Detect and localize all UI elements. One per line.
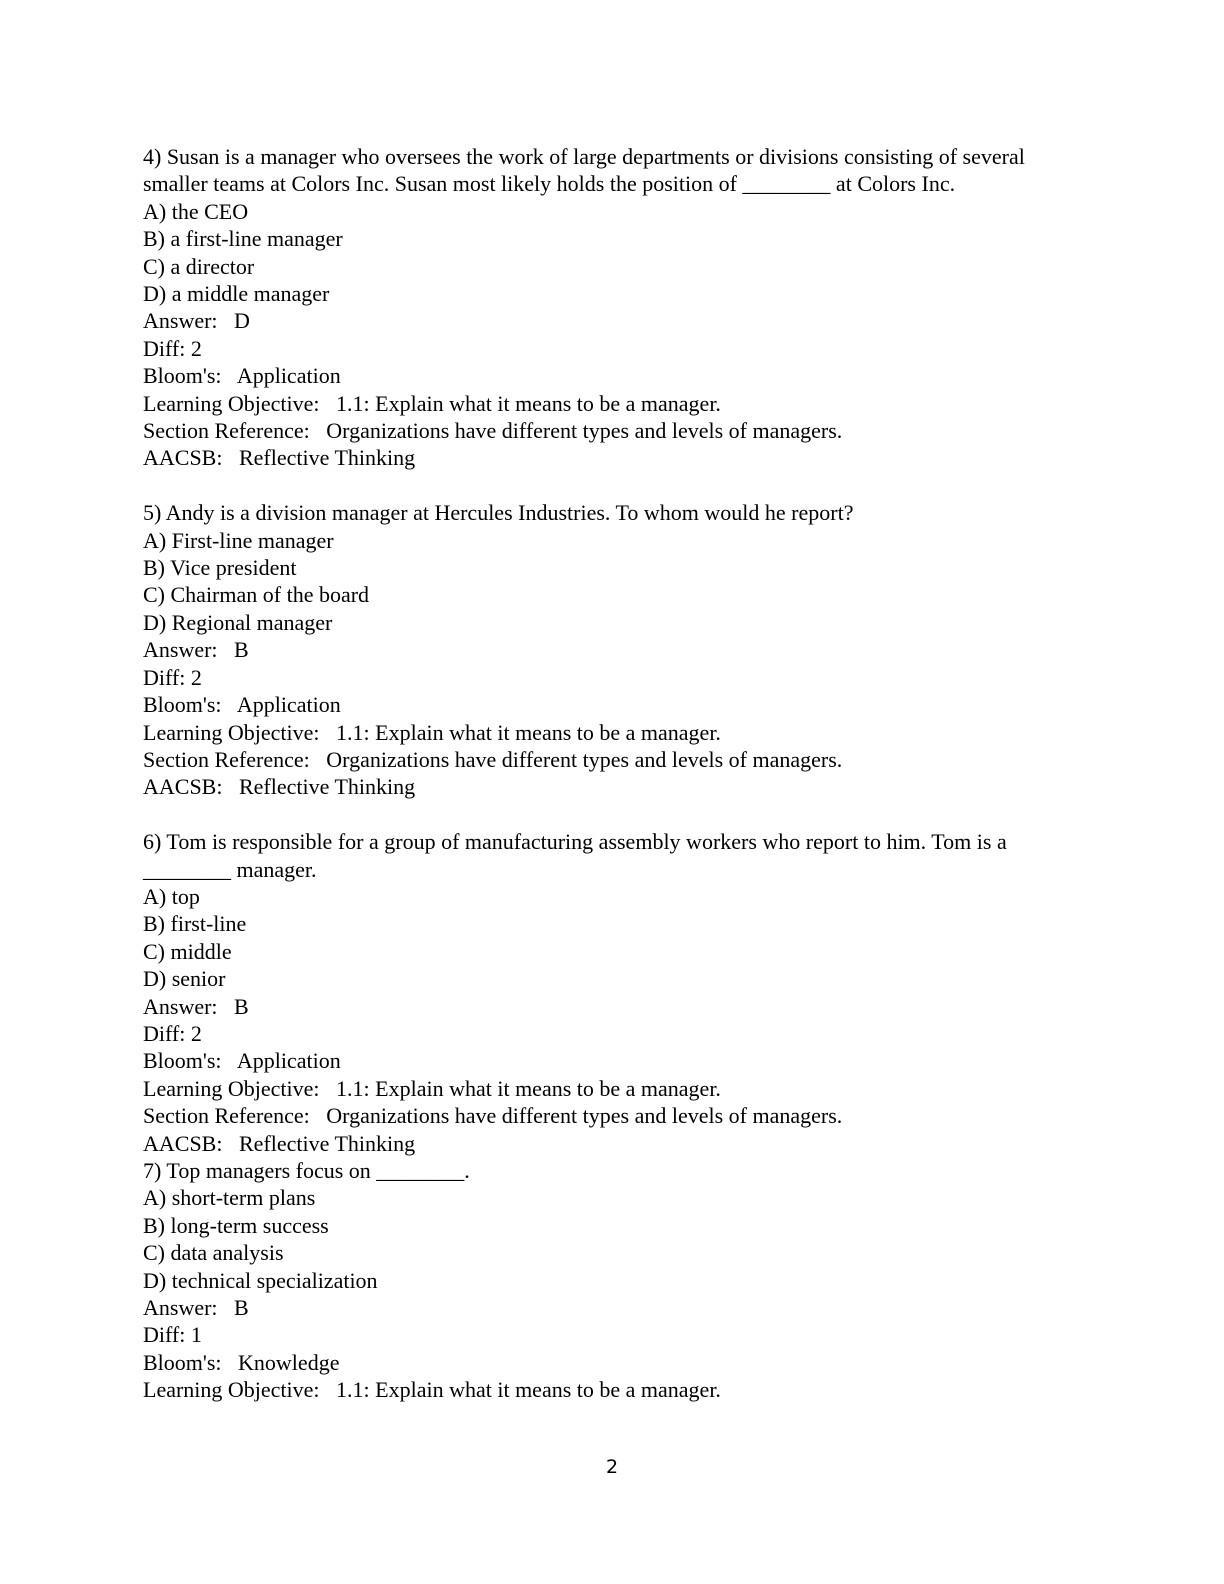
learning-objective-line: Learning Objective: 1.1: Explain what it means to be a manager. [143,390,721,416]
option-b: B) Vice president [143,555,297,581]
option-c: C) middle [143,938,232,964]
option-c: C) data analysis [143,1240,284,1266]
option-c: C) a director [143,253,255,279]
learning-objective-line: Learning Objective: 1.1: Explain what it means to be a manager. [143,719,721,745]
blooms-line: Bloom's: Knowledge [143,1349,340,1375]
blooms-line: Bloom's: Application [143,363,341,389]
question-stem: 7) Top managers focus on ________. [143,1158,470,1183]
option-a: A) First-line manager [143,527,334,553]
option-d: D) senior [143,966,226,992]
option-d: D) Regional manager [143,609,333,635]
option-a: A) short-term plans [143,1185,316,1211]
spacer [143,472,1083,499]
answer-line: Answer: B [143,637,249,663]
blooms-line: Bloom's: Application [143,692,341,718]
learning-objective-line: Learning Objective: 1.1: Explain what it means to be a manager. [143,1377,721,1403]
option-b: B) first-line [143,911,247,937]
question-list [143,143,1083,1404]
option-a: A) top [143,883,200,909]
section-reference-line: Section Reference: Organizations have different types and levels of managers. [143,746,843,772]
aacsb-line: AACSB: Reflective Thinking [143,445,416,471]
learning-objective-line: Learning Objective: 1.1: Explain what it means to be a manager. [143,1075,721,1101]
option-d: D) a middle manager [143,281,330,307]
aacsb-line: AACSB: Reflective Thinking [143,774,416,800]
answer-line: Answer: D [143,308,250,334]
difficulty-line: Diff: 2 [143,664,202,690]
question-6 [143,828,1083,1157]
option-d: D) technical specialization [143,1267,378,1293]
option-b: B) long-term success [143,1212,329,1238]
option-a: A) the CEO [143,198,249,224]
question-5 [143,499,1083,800]
difficulty-line: Diff: 2 [143,1020,202,1046]
aacsb-line: AACSB: Reflective Thinking [143,1130,416,1156]
answer-line: Answer: B [143,1295,249,1321]
question-stem: 6) Tom is responsible for a group of manufacturing assembly workers who report to him. Tom is a ________ manager. [143,829,1013,882]
difficulty-line: Diff: 2 [143,335,202,361]
option-c: C) Chairman of the board [143,582,370,608]
question-7 [143,1157,1083,1404]
question-stem: 5) Andy is a division manager at Hercules Industries. To whom would he report? [143,500,854,526]
section-reference-line: Section Reference: Organizations have different types and levels of managers. [143,1103,843,1129]
answer-line: Answer: B [143,993,249,1019]
page-number: 2 [605,1456,619,1478]
difficulty-line: Diff: 1 [143,1322,202,1348]
spacer [143,801,1083,828]
option-b: B) a first-line manager [143,226,343,252]
question-4 [143,143,1083,472]
blooms-line: Bloom's: Application [143,1048,341,1074]
section-reference-line: Section Reference: Organizations have different types and levels of managers. [143,418,843,444]
question-stem: 4) Susan is a manager who oversees the work of large departments or divisions consisting of several smaller teams at Colors Inc. Susan most likely holds the position of ________ at Colors Inc. [143,144,1031,197]
